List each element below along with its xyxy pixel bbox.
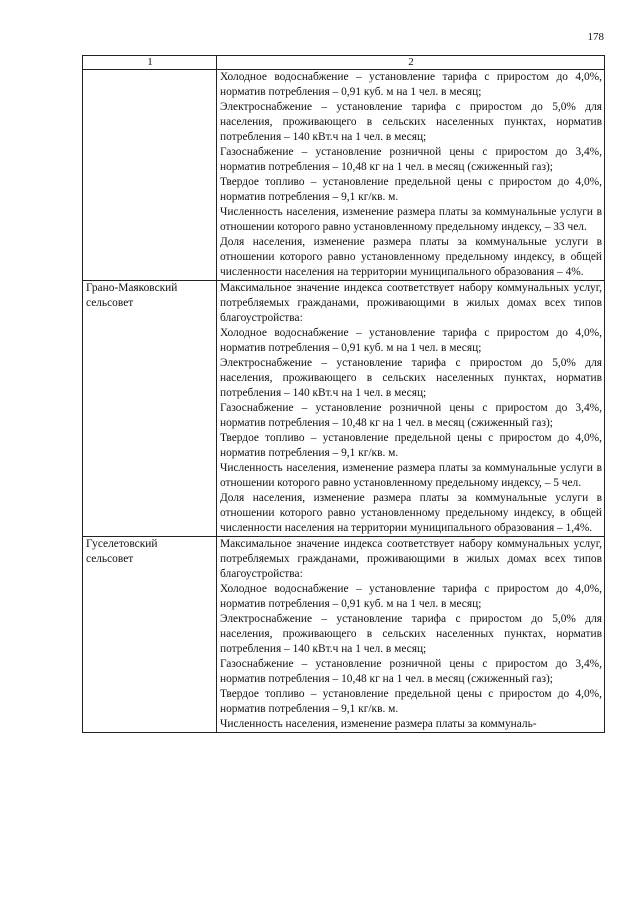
paragraph: Холодное водоснабжение – установление тарифа с приростом до 4,0%, норматив потребления – 0,91 куб. м на 1 чел. в месяц; <box>220 327 602 354</box>
page-number: 178 <box>587 31 604 43</box>
municipality-cell <box>83 70 217 281</box>
paragraph: Электроснабжение – установление тарифа с приростом до 5,0% для населения, проживающего в сельских населенных пунктах, норматив потребления – 140 кВт.ч на 1 чел. в месяц; <box>220 101 602 143</box>
municipality-cell <box>83 537 217 733</box>
table-row <box>83 70 605 281</box>
paragraph: Электроснабжение – установление тарифа с приростом до 5,0% для населения, проживающего в сельских населенных пунктах, норматив потребления – 140 кВт.ч на 1 чел. в месяц; <box>220 357 602 399</box>
description-cell <box>217 70 605 281</box>
column-header-1: 1 <box>83 56 217 70</box>
table-row <box>83 281 605 537</box>
paragraph: Численность населения, изменение размера платы за коммунальные услуги в отношении которого равно установленному предельному индексу, – 33 чел. <box>220 206 602 233</box>
paragraph: Холодное водоснабжение – установление тарифа с приростом до 4,0%, норматив потребления – 0,91 куб. м на 1 чел. в месяц; <box>220 583 602 610</box>
column-header-2: 2 <box>217 56 605 70</box>
paragraph: Численность населения, изменение размера платы за коммунальные услуги в отношении которого равно установленному предельному индексу, – 5 чел. <box>220 462 602 489</box>
municipality-name: Грано-Маяковский сельсовет <box>86 282 178 309</box>
paragraph: Газоснабжение – установление розничной цены с приростом до 3,4%, норматив потребления – 10,48 кг на 1 чел. в месяц (сжиженный газ); <box>220 658 602 685</box>
table-row <box>83 537 605 733</box>
paragraph: Численность населения, изменение размера платы за коммуналь- <box>220 718 537 730</box>
paragraph: Твердое топливо – установление предельной цены с приростом до 4,0%, норматив потребления – 9,1 кг/кв. м. <box>220 432 602 459</box>
municipality-cell <box>83 281 217 537</box>
paragraph: Максимальное значение индекса соответствует набору коммунальных услуг, потребляемых гражданами, проживающими в жилых домах всех типов благоустройства: <box>220 282 602 324</box>
description-cell <box>217 537 605 733</box>
paragraph: Твердое топливо – установление предельной цены с приростом до 4,0%, норматив потребления – 9,1 кг/кв. м. <box>220 176 602 203</box>
paragraph: Электроснабжение – установление тарифа с приростом до 5,0% для населения, проживающего в сельских населенных пунктах, норматив потребления – 140 кВт.ч на 1 чел. в месяц; <box>220 613 602 655</box>
paragraph: Максимальное значение индекса соответствует набору коммунальных услуг, потребляемых гражданами, проживающими в жилых домах всех типов благоустройства: <box>220 538 602 580</box>
tariff-table <box>82 55 605 733</box>
paragraph: Газоснабжение – установление розничной цены с приростом до 3,4%, норматив потребления – 10,48 кг на 1 чел. в месяц (сжиженный газ); <box>220 402 602 429</box>
paragraph: Доля населения, изменение размера платы за коммунальные услуги в отношении которого равно установленному предельному индексу, в общей численности населения на территории муниципального образования – 4%. <box>220 236 602 278</box>
paragraph: Твердое топливо – установление предельной цены с приростом до 4,0%, норматив потребления – 9,1 кг/кв. м. <box>220 688 602 715</box>
municipality-name: Гуселетовский сельсовет <box>86 538 158 565</box>
table-header-row <box>83 56 605 70</box>
paragraph: Холодное водоснабжение – установление тарифа с приростом до 4,0%, норматив потребления – 0,91 куб. м на 1 чел. в месяц; <box>220 71 602 98</box>
paragraph: Газоснабжение – установление розничной цены с приростом до 3,4%, норматив потребления – 10,48 кг на 1 чел. в месяц (сжиженный газ); <box>220 146 602 173</box>
paragraph: Доля населения, изменение размера платы за коммунальные услуги в отношении которого равно установленному предельному индексу, в общей численности населения на территории муниципального образования – 1,4%. <box>220 492 602 534</box>
description-cell <box>217 281 605 537</box>
